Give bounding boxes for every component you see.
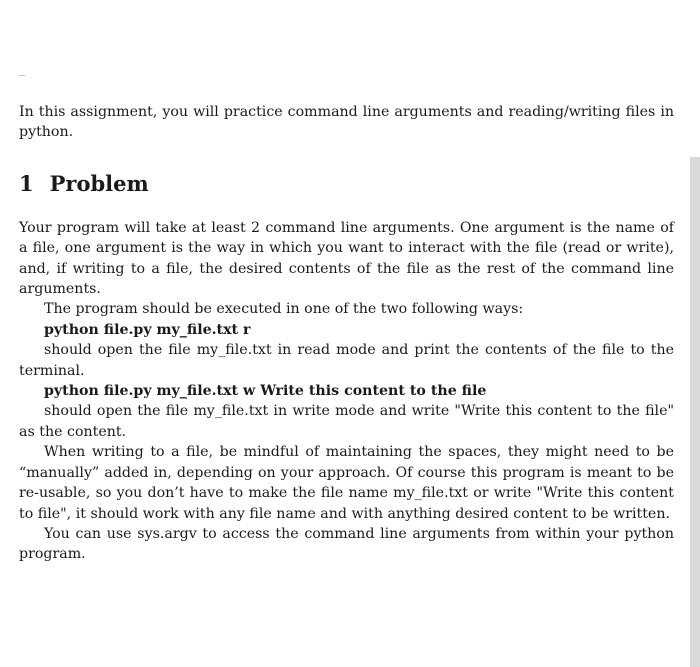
section-heading <box>19 171 674 197</box>
paragraph-sys-argv: You can use sys.argv to access the command line arguments from within your python program. <box>19 525 674 563</box>
paragraph-execution: The program should be executed in one of the two following ways: <box>44 301 524 318</box>
paragraph-arguments: Your program will take at least 2 command line arguments. One argument is the name of a file, one argument is the way in which you want to interact with the file (read or write), and, if writing to a file, the desired contents of the file as the rest of the command line arguments. <box>19 219 674 298</box>
intro-paragraph: In this assignment, you will practice command line arguments and reading/writing files in python. <box>19 104 674 141</box>
paragraph-read-mode: should open the file my_file.txt in read mode and print the contents of the file to the terminal. <box>19 342 674 379</box>
paragraph-write-mode: should open the file my_file.txt in write mode and write "Write this content to the file" as the content. <box>19 403 674 440</box>
section-number: 1 <box>19 170 34 196</box>
header-mark <box>19 75 25 76</box>
section-title: Problem <box>49 170 149 196</box>
scrollbar[interactable] <box>690 157 700 667</box>
paragraph-spaces: When writing to a file, be mindful of maintaining the spaces, they might need to be “manually” added in, depending on your approach. Of course this program is meant to be re-usable, so you don’t have to make the file name my_file.txt or write "Write this content to file", it should work with any file name and with anything desired content to be written. <box>19 444 674 522</box>
command-write: python file.py my_file.txt w Write this content to the file <box>44 383 487 400</box>
document-body <box>19 102 674 565</box>
command-read: python file.py my_file.txt r <box>44 321 251 338</box>
